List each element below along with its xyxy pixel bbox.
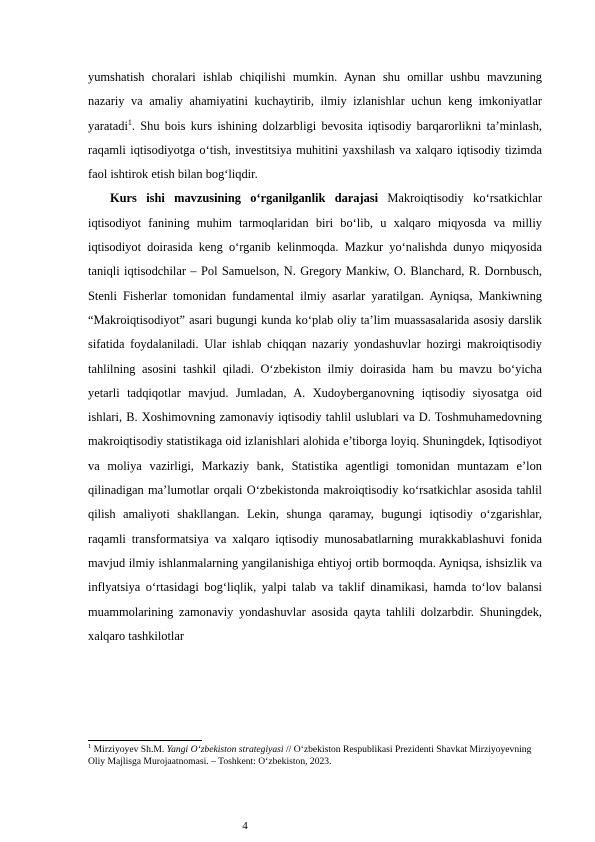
page-number: 4: [242, 820, 248, 832]
paragraph-text: . Shu bois kurs ishining dolzarbligi bevosita iqtisodiy barqarorlikni ta’minlash, raqamli iqtisodiyotga o‘tish, investitsiya muhitini yaxshilash va xalqaro iqtisodiy tizimda faol ishtirok etish bilan bog‘liqdir.: [88, 118, 542, 182]
paragraph-text: yumshatish choralari ishlab chiqilishi mumkin. Aynan shu omillar ushbu mavzuning nazariy va amaliy ahamiyatini kuchaytirib, ilmiy izlanishlar uchun keng imkoniyatlar yaratadi: [88, 70, 542, 133]
footnote-author: Mirziyoyev Sh.M.: [91, 744, 167, 755]
footnote: [88, 744, 542, 768]
footnote-divider: [88, 740, 202, 741]
footnote-title: Yangi O‘zbekiston strategiyasi: [166, 744, 284, 755]
paragraph-study-level: [88, 186, 542, 648]
footnote-source: // O‘zbekiston Respublikasi Prezidenti Shavkat Mirziyoyevning Oliy Majlisga Murojaatnomasi. – Toshkent: O‘zbekiston, 2023.: [88, 744, 532, 767]
body-text: [88, 65, 542, 648]
footnote-reference[interactable]: 1: [127, 117, 132, 127]
section-heading: Kurs ishi mavzusining o‘rganilganlik darajasi: [110, 191, 379, 206]
footnote-number: 1: [88, 742, 92, 750]
paragraph-relevance: [88, 65, 542, 186]
paragraph-text: Makroiqtisodiy ko‘rsatkichlar iqtisodiyot fanining muhim tarmoqlaridan biri bo‘lib, u xalqaro miqyosda va milliy iqtisodiyot doirasida keng o‘rganib kelinmoqda. Mazkur yo‘nalishda dunyo miqyosida taniqli iqtisodchilar – Pol Samuelson, N. Gregory Mankiw, O. Blanchard, R. Dornbusch, Stenli Fisherlar tomonidan fundamental ilmiy asarlar yaratilgan. Ayniqsa, Mankiwning “Makroiqtisodiyot” asari bugungi kunda ko‘plab oliy ta’lim muassasalarida asosiy darslik sifatida foydalaniladi. Ular ishlab chiqqan nazariy yondashuvlar hozirgi makroiqtisodiy tahlilning asosini tashkil qiladi. O‘zbekiston ilmiy doirasida ham bu mavzu bo‘yicha yetarli tadqiqotlar mavjud. Jumladan, A. Xudoyberganovning iqtisodiy siyosatga oid ishlari, B. Xoshimovning zamonaviy iqtisodiy tahlil uslublari va D. Toshmuhamedovning makroiqtisodiy statistikaga oid izlanishlari alohida e’tiborga loyiq. Shuningdek, Iqtisodiyot va moliya vazirligi, Markaziy bank, Statistika agentligi tomonidan muntazam e’lon qilinadigan ma’lumotlar orqali O‘zbekistonda makroiqtisodiy ko‘rsatkichlar asosida tahlil qilish amaliyoti shakllangan. Lekin, shunga qaramay, bugungi iqtisodiy o‘zgarishlar, raqamli transformatsiya va xalqaro iqtisodiy munosabatlarning murakkablashuvi fonida mavjud ilmiy ishlanmalarning yangilanishiga ehtiyoj ortib bormoqda. Ayniqsa, ishsizlik va inflyatsiya o‘rtasidagi bog‘liqlik, yalpi talab va taklif dinamikasi, hamda to‘lov balansi muammolarining zamonaviy yondashuvlar asosida qayta tahlili dolzarbdir. Shuningdek, xalqaro tashkilotlar: [88, 191, 542, 643]
